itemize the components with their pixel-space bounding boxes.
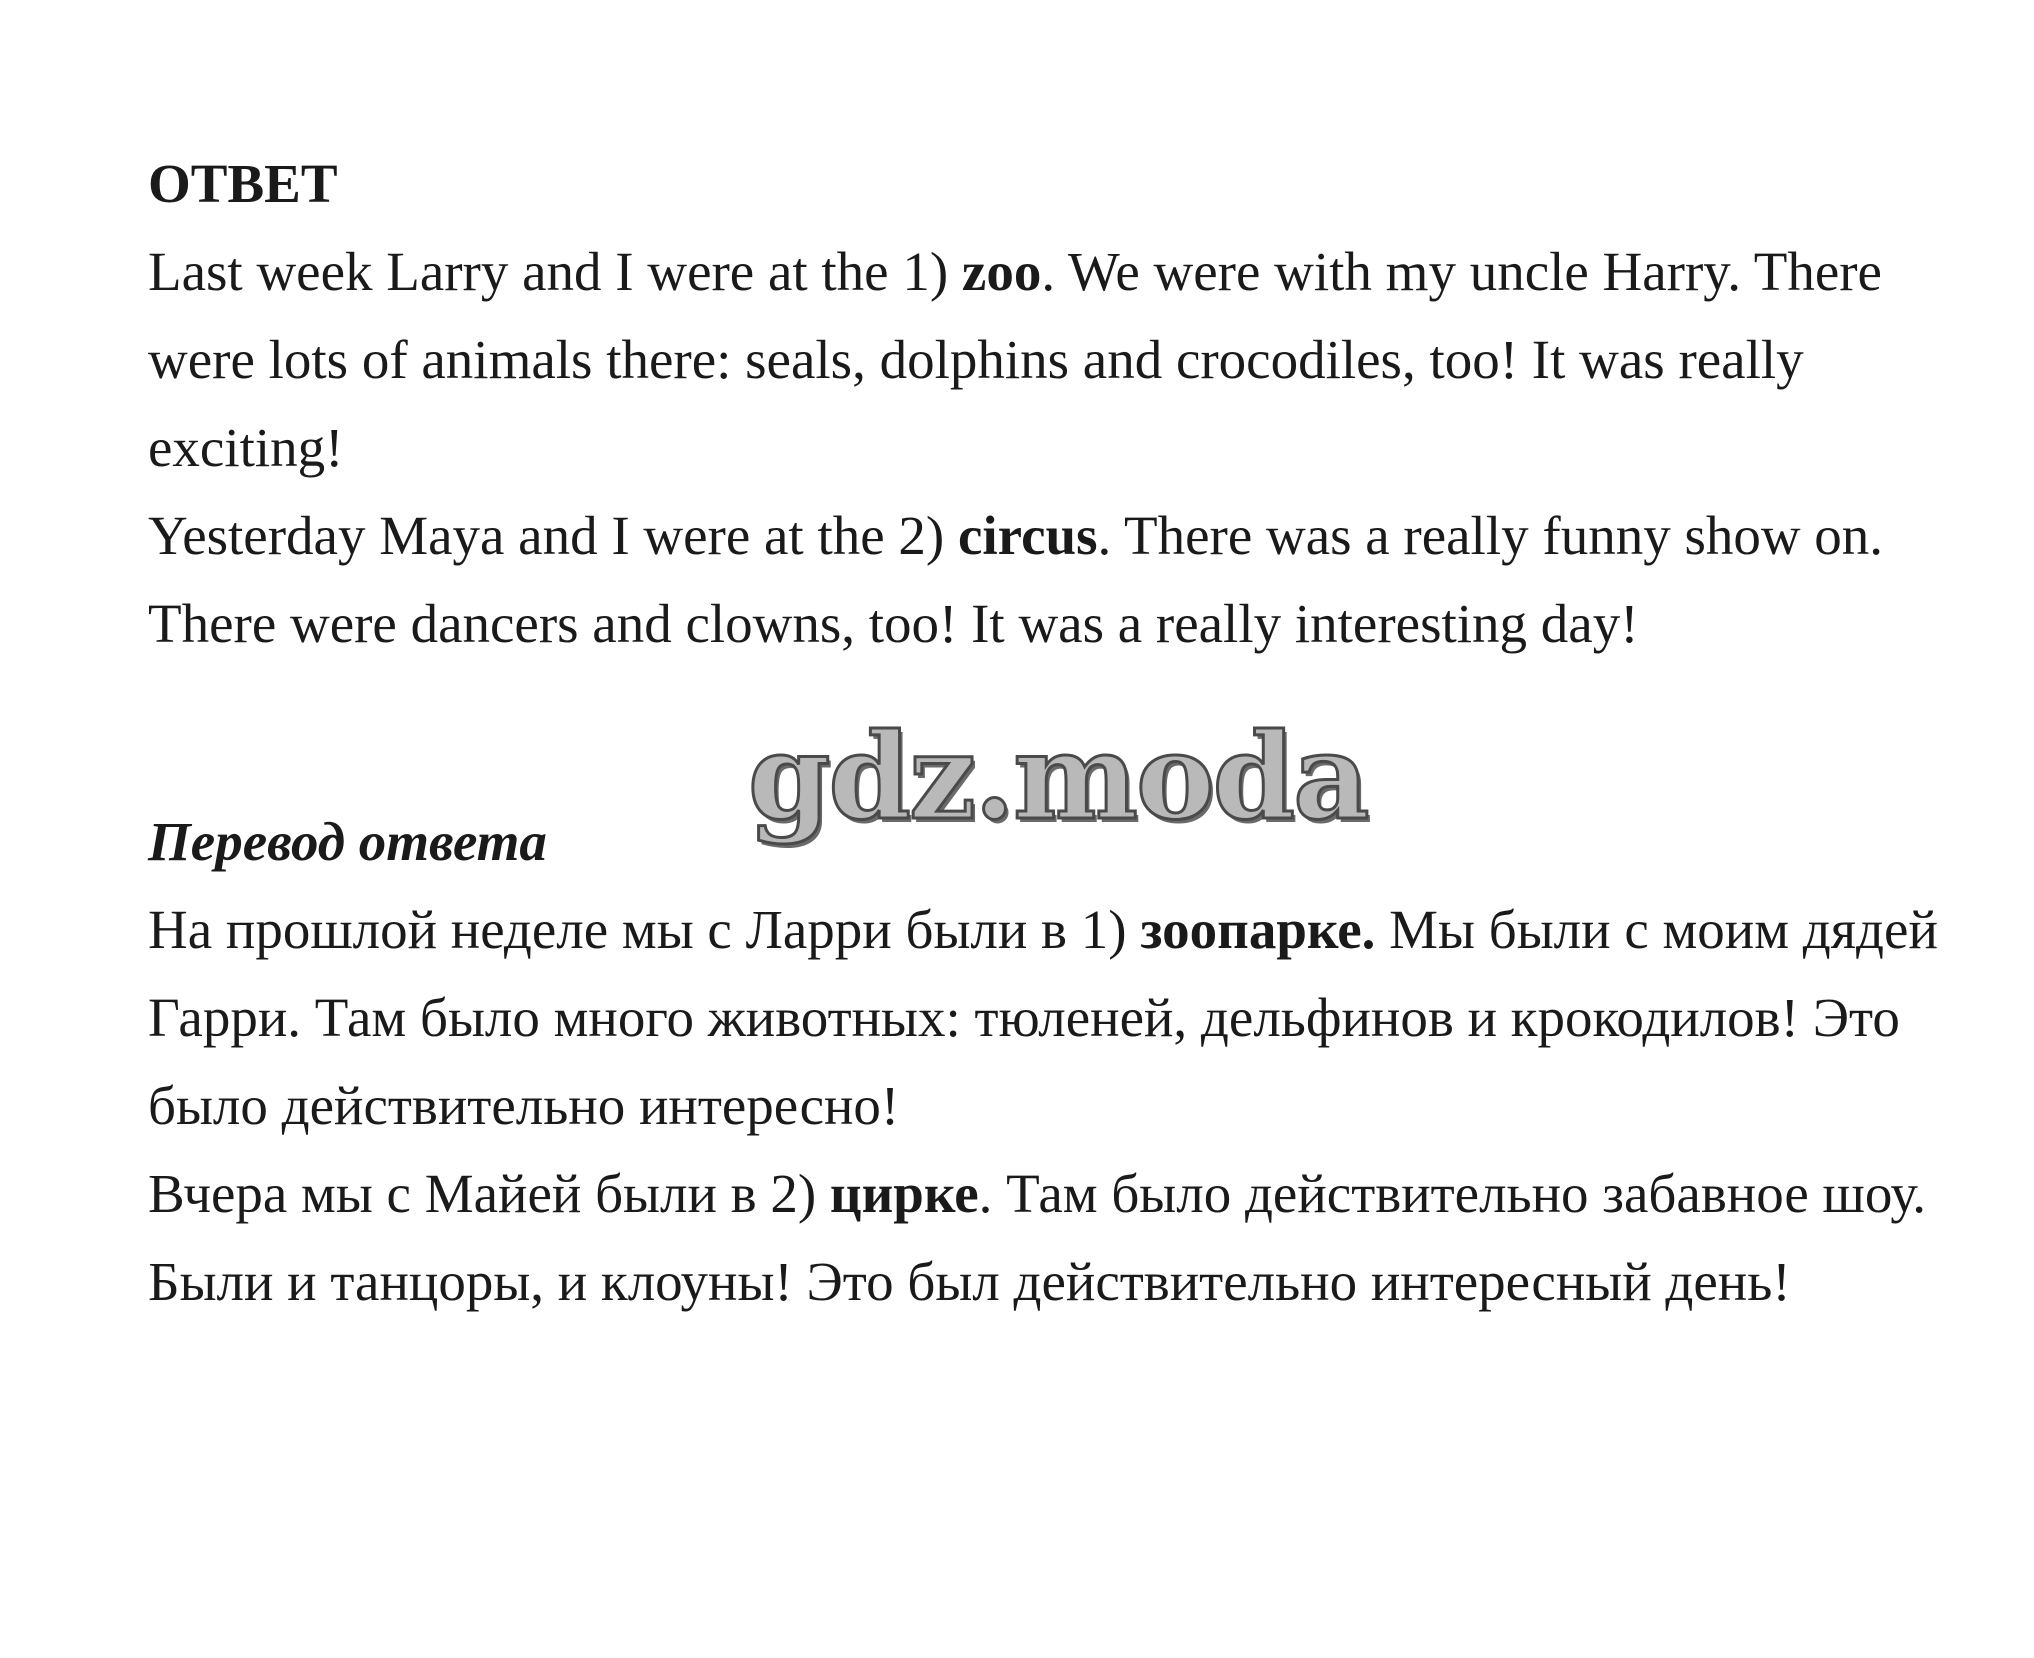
answer-p1-text-after: . We were with my uncle Harry. There were lots of animals there: seals, dolphins and crocodiles, too! It was really exciting! xyxy=(148,241,1882,478)
translation-p1-text-before: На прошлой неделе мы с Ларри были в 1) xyxy=(148,899,1141,960)
translation-heading: Перевод ответа xyxy=(148,811,547,872)
translation-p2-text-before: Вчера мы с Майей были в 2) xyxy=(148,1163,830,1224)
answer-heading: ОТВЕТ xyxy=(148,153,338,214)
translation-paragraph-1 xyxy=(148,886,1968,1150)
translation-paragraph-2 xyxy=(148,1150,1968,1326)
translation-p1-keyword: зоопарке. xyxy=(1140,899,1376,960)
answer-paragraph-2 xyxy=(148,492,1968,668)
answer-p1-text-before: Last week Larry and I were at the 1) xyxy=(148,241,962,302)
answer-p1-keyword: zoo xyxy=(961,241,1042,302)
watermark-logo: gdz.moda xyxy=(748,707,1368,846)
translation-p1-text-after: Мы были с моим дядей Гарри. Там было много животных: тюленей, дельфинов и крокодилов! Это было действительно интересно! xyxy=(148,899,1938,1136)
answer-p2-text-after: . There was a really funny show on. There were dancers and clowns, too! It was a really interesting day! xyxy=(148,505,1884,654)
answer-p2-keyword: circus xyxy=(957,505,1098,566)
answer-paragraph-1 xyxy=(148,228,1968,492)
translation-p2-text-after: . Там было действительно забавное шоу. Были и танцоры, и клоуны! Это был действительно интересный день! xyxy=(148,1163,1927,1312)
answer-p2-text-before: Yesterday Maya and I were at the 2) xyxy=(148,505,958,566)
translation-p2-keyword: цирке xyxy=(829,1163,979,1224)
